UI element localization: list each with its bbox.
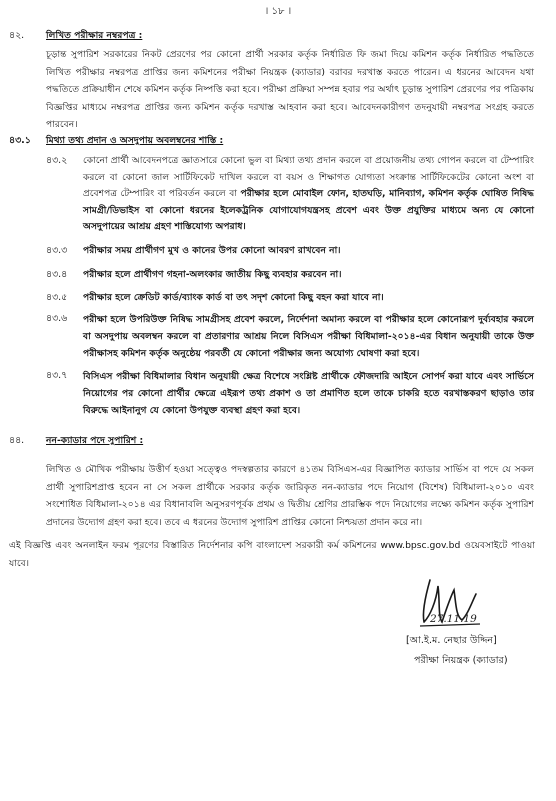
page-number: । ১৮ । [264,6,292,17]
section-title: লিখিত পরীক্ষার নম্বরপত্র : [46,30,143,41]
signature-date: 27.11.19 [430,613,477,625]
clause-text: পরীক্ষার হলে প্রার্থীগণ গহনা-অলংকার জাতীয় কিছু ব্যবহার করবেন না। [83,269,342,280]
clause-text [83,153,534,236]
clause-number: ৪৩.২ [46,155,68,166]
section-number: ৪৪. [9,435,25,446]
clause-text: পরীক্ষা হলে উপরিউক্ত নিষিদ্ধ সামগ্রীসহ প্রবেশ করলে, নির্দেশনা অমান্য করলে বা পরীক্ষার হলে কোনোরূপ দুর্ব্যবহার করলে বা অসদুপায় অবলম্বন করলে বা প্রতারণার আশ্রয় নিলে বিসিএস পরীক্ষা বিধিমালা-২০১৪-এর বিধান অনুযায়ী তাকে উক্ত পরীক্ষাসহ কমিশন কর্তৃক অনুষ্ঠেয় পরবর্তী যে কোনো পরীক্ষার জন্য অযোগ্য ঘোষণা করা হবে। [83,314,534,359]
clause-number: ৪৩.৭ [46,370,68,381]
clause-number: ৪৩.৩ [46,245,68,256]
clause-text: পরীক্ষার সময় প্রার্থীগণ মুখ ও কানের উপর কোনো আবরণ রাখবেন না। [83,245,341,256]
footer-note [9,537,535,572]
clause-text: বিসিএস পরীক্ষা বিধিমালার বিধান অনুযায়ী ক্ষেত্র বিশেষে সংশ্লিষ্ট প্রার্থীকে ফৌজদারি আইনে সোপর্দ করা যাবে এবং সার্ভিসে নিয়োগের পর কোনো প্রার্থীর ক্ষেত্রে এইরূপ তথ্য প্রকাশ ও তা প্রমাণিত হলে তাকে চাকরি হতে বরখাস্তকরণ ছাড়াও তার বিরুদ্ধে আইনানুগ যে কোনো উপযুক্ত ব্যবস্থা গ্রহণ করা হবে। [83,371,534,416]
footer-note-end: ওয়েবসাইটে পাওয়া যাবে। [9,540,536,569]
section-body: লিখিত ও মৌখিক পরীক্ষায় উত্তীর্ণ হওয়া সত্ত্বেও পদস্বল্পতার কারণে ৪১তম বিসিএস-এর বিজ্ঞাপিত ক্যাডার সার্ভিস বা পদে যে সকল প্রার্থী সুপারিশপ্রাপ্ত হবেন না সে সকল প্রার্থীকে সরকার কর্তৃক জারিকৃত নন-ক্যাডার পদে নিয়োগ (বিশেষ) বিধিমালা-২০১০ এবং সংশোধিত বিধিমালা-২০১৪ এর বিধানাবলি অনুসরণপূর্বক প্রথম ও দ্বিতীয় শ্রেণির প্রারম্ভিক পদে নিয়োগের লক্ষ্যে কমিশন কর্তৃক সুপারিশ প্রদানের উদ্যোগ গ্রহণ করা হবে। তবে এ ধরনের উদ্যোগ সুপারিশ প্রাপ্তির কোনো নিশ্চয়তা প্রদান করে না। [46,464,534,528]
section-body: চূড়ান্ত সুপারিশ সরকারের নিকট প্রেরণের পর কোনো প্রার্থী সরকার কর্তৃক নির্ধারিত ফি জমা দিয়ে কমিশন কর্তৃক নির্ধারিত পদ্ধতিতে লিখিত পরীক্ষার নম্বরপত্র প্রাপ্তির জন্য কমিশনের পরীক্ষা নিয়ন্ত্রক (ক্যাডার) বরাবর দরখাস্ত করতে পারেন। এ ধরনের আবেদন যথা পদ্ধতিতে প্রক্রিয়াধীন শেষে কমিশন কর্তৃক নিষ্পত্তি করা হবে। পরীক্ষা প্রক্রিয়া সম্পন্ন হবার পর অর্থাৎ চূড়ান্ত সুপারিশ প্রেরণের পর পত্রিকায় বিজ্ঞপ্তির মাধ্যমে নম্বরপত্র প্রাপ্তির জন্য কমিশন কর্তৃক দরখাস্ত আহবান করা হবে। আবেদনকারীগণ তদনুযায়ী নম্বরপত্র সংগ্রহ করতে পারবেন। [46,49,534,130]
section-number: ৪২. [9,30,25,41]
clause-number: ৪৩.৪ [46,269,68,280]
clause-number: ৪৩.৫ [46,292,68,303]
section-title: নন-ক্যাডার পদে সুপারিশ : [46,435,144,446]
footer-note-start: এই বিজ্ঞপ্তি এবং অনলাইন ফরম পূরণের বিস্তারিত নির্দেশনার কপি বাংলাদেশ সরকারী কর্ম কমিশনের [9,540,377,551]
clause-bold: পরীক্ষার হলে মোবাইল ফোন, হাতঘড়ি, মানিব্যাগ, কমিশন কর্তৃক ঘোষিত নিষিদ্ধ সামগ্রী/ডিভাইস বা কোনো ধরনের ইলেকট্রনিক যোগাযোগযন্ত্রসহ প্রবেশ এবং উক্ত প্রযুক্তির মাধ্যমে অন্য যে কোনো অসদুপায়ের আশ্রয় গ্রহণ শাস্তিযোগ্য অপরাধ। [83,188,534,233]
clause-text: পরীক্ষার হলে ক্রেডিট কার্ড/ব্যাংক কার্ড বা তৎ সদৃশ কোনো কিছু বহন করা যাবে না। [83,292,384,303]
clause-plain: কোনো প্রার্থী আবেদনপত্রে জ্ঞাতসারে কোনো ভুল বা মিথ্যা তথ্য প্রদান করলে বা প্রয়োজনীয় তথ্য গোপন করলে বা টেম্পারিং করলে বা কোনো জাল সার্টিফিকেট দাখিল করলে বা বয়স ও শিক্ষাগত যোগ্যতা সংক্রান্ত সার্টিফিকেটের কোনো অংশ বা প্রবেশপত্র টেম্পারিং বা পরিবর্তন করলে বা [83,155,534,200]
signatory-designation: পরীক্ষা নিয়ন্ত্রক (ক্যাডার) [414,655,508,666]
website-link[interactable]: www.bpsc.gov.bd [380,540,461,551]
section-number: ৪৩.১ [9,135,31,146]
section-title: মিথ্যা তথ্য প্রদান ও অসদুপায় অবলম্বনের শাস্তি : [46,135,224,146]
clause-number: ৪৩.৬ [46,313,68,324]
signatory-name: [আ.ই.ম. নেছার উদ্দিন] [406,635,497,646]
